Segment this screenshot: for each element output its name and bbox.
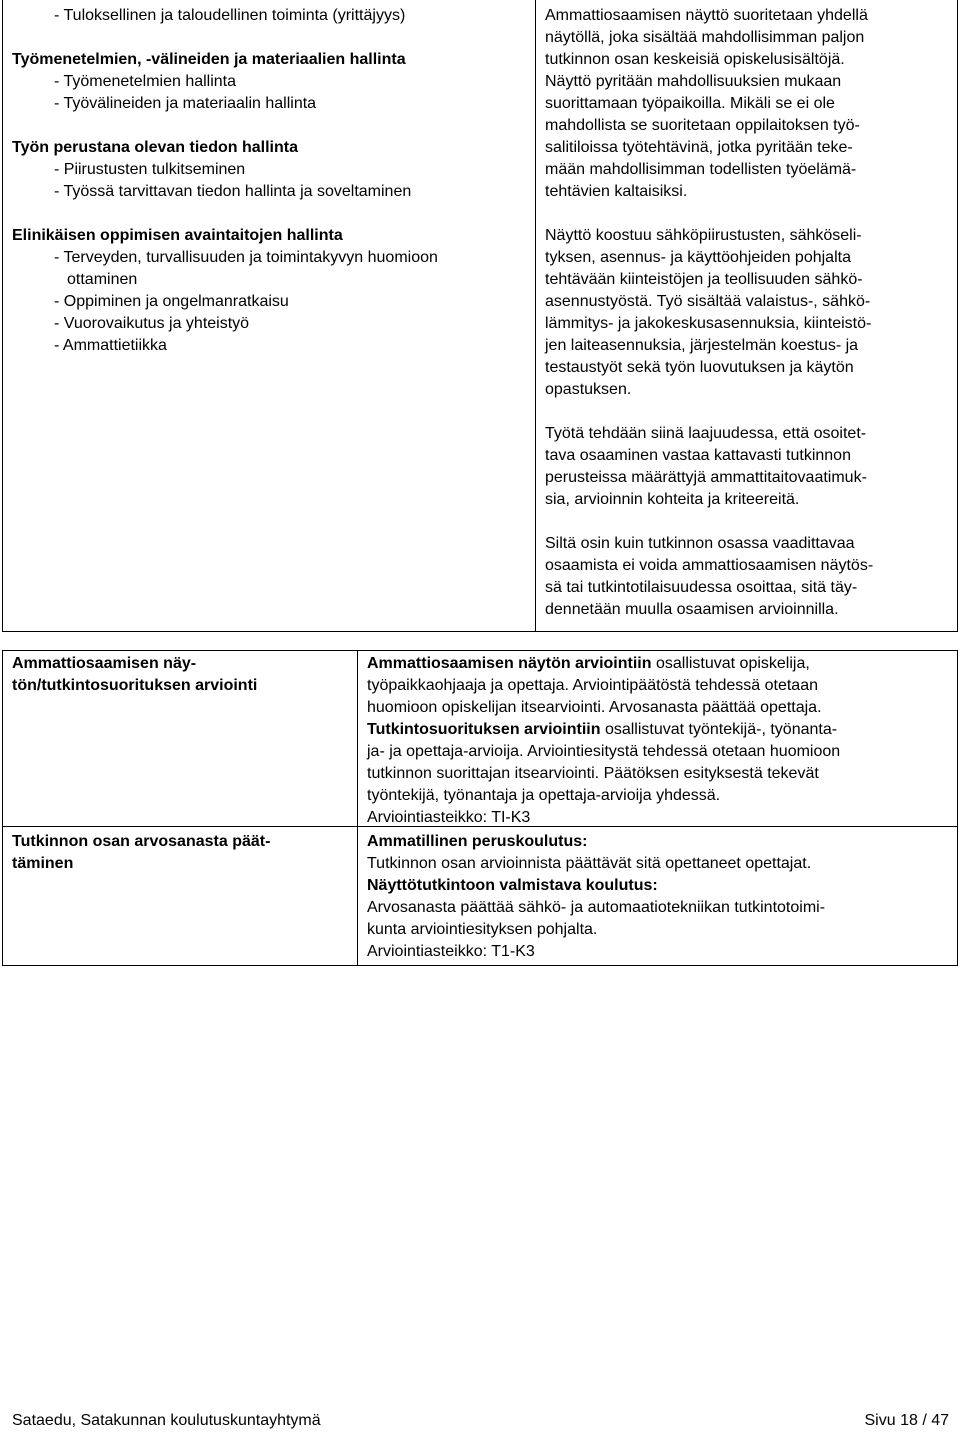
text-line: Arviointiasteikko: TI-K3 bbox=[367, 809, 531, 826]
text-line: lämmitys- ja jakokeskusasennuksia, kiinteistö- bbox=[545, 315, 872, 332]
text-line bbox=[367, 719, 952, 741]
list-item: - Piirustusten tulkitseminen bbox=[54, 161, 246, 178]
table2-border-top bbox=[2, 650, 958, 651]
arviointi-content bbox=[367, 653, 952, 829]
bold-lead: Ammattiosaamisen näytön arviointiin bbox=[367, 655, 652, 672]
list-item: - Terveyden, turvallisuuden ja toimintakyvyn huomioon bbox=[54, 249, 438, 266]
text-line: asennustyöstä. Työ sisältää valaistus-, sähkö- bbox=[545, 293, 871, 310]
paragraph bbox=[545, 5, 950, 203]
subheading: Näyttötutkintoon valmistava koulutus: bbox=[367, 877, 658, 894]
text-line: Ammattiosaamisen näyttö suoritetaan yhdellä bbox=[545, 7, 868, 24]
list-item: ottaminen bbox=[67, 271, 138, 288]
paragraph bbox=[545, 423, 950, 511]
table2-border-mid bbox=[357, 650, 358, 966]
arviointi-label bbox=[12, 653, 347, 697]
table-border-left bbox=[2, 0, 3, 631]
text-line: perusteissa määrättyjä ammattitaitovaatimuk- bbox=[545, 469, 867, 486]
arvosana-content bbox=[367, 831, 952, 963]
text-line bbox=[367, 653, 952, 675]
text-line: dennetään muulla osaamisen arvioinnilla. bbox=[545, 601, 839, 618]
label-line: täminen bbox=[12, 855, 74, 872]
section-heading: Elinikäisen oppimisen avaintaitojen hallinta bbox=[12, 227, 343, 244]
footer-org: Sataedu, Satakunnan koulutuskuntayhtymä bbox=[12, 1412, 321, 1429]
table2-border-left bbox=[2, 650, 3, 966]
text-line: tehtävään kiinteistöjen ja teollisuuden sähkö- bbox=[545, 271, 863, 288]
page-number: Sivu 18 / 47 bbox=[864, 1412, 949, 1429]
text-line: opastuksen. bbox=[545, 381, 632, 398]
text-line: sä tai tutkintotilaisuudessa osoittaa, sitä täy- bbox=[545, 579, 858, 596]
list-item: - Vuorovaikutus ja yhteistyö bbox=[54, 315, 250, 332]
left-top-item: - Tuloksellinen ja taloudellinen toiminta (yrittäjyys) bbox=[54, 7, 406, 24]
label-line: Tutkinnon osan arvosanasta päät- bbox=[12, 833, 271, 850]
text-line: Tutkinnon osan arvioinnista päättävät sitä opettaneet opettajat. bbox=[367, 855, 812, 872]
list-item: - Työvälineiden ja materiaalin hallinta bbox=[54, 95, 317, 112]
text-rest: osallistuvat opiskelija, bbox=[651, 655, 810, 672]
text-line: näytöllä, joka sisältää mahdollisimman paljon bbox=[545, 29, 865, 46]
text-line: sia, arvioinnin kohteita ja kriteereitä. bbox=[545, 491, 800, 508]
list-item: - Oppiminen ja ongelmanratkaisu bbox=[54, 293, 289, 310]
text-line: Siltä osin kuin tutkinnon osassa vaadittavaa bbox=[545, 535, 855, 552]
section-heading: Työn perustana olevan tiedon hallinta bbox=[12, 139, 298, 156]
right-column bbox=[545, 5, 950, 643]
text-line: Työtä tehdään siinä laajuudessa, että osoitet- bbox=[545, 425, 867, 442]
text-line: Näyttö pyritään mahdollisuuksien mukaan bbox=[545, 73, 842, 90]
text-line: tehtävien kaltaisiksi. bbox=[545, 183, 688, 200]
label-line: Ammattiosaamisen näy- bbox=[12, 655, 197, 672]
paragraph bbox=[545, 225, 950, 401]
text-line: mahdollista se suoritetaan oppilaitoksen työ- bbox=[545, 117, 860, 134]
bold-lead: Tutkintosuorituksen arviointiin bbox=[367, 721, 601, 738]
text-rest: osallistuvat työntekijä-, työnanta- bbox=[600, 721, 838, 738]
page-footer bbox=[12, 1410, 949, 1432]
text-line: huomioon opiskelijan itsearviointi. Arvosanasta päättää opettaja. bbox=[367, 699, 822, 716]
paragraph bbox=[545, 533, 950, 621]
list-item: - Työssä tarvittavan tiedon hallinta ja soveltaminen bbox=[54, 183, 412, 200]
table2-border-bottom bbox=[2, 965, 958, 966]
table-border-right bbox=[957, 0, 958, 631]
text-line: kunta arviointiesityksen pohjalta. bbox=[367, 921, 598, 938]
text-line: Arvosanasta päättää sähkö- ja automaatiotekniikan tutkintotoimi- bbox=[367, 899, 826, 916]
text-line: tyksen, asennus- ja käyttöohjeiden pohjalta bbox=[545, 249, 851, 266]
subheading: Ammatillinen peruskoulutus: bbox=[367, 833, 588, 850]
text-line: ja- ja opettaja-arvioija. Arviointiesitystä tehdessä otetaan huomioon bbox=[367, 743, 841, 760]
arvosana-label bbox=[12, 831, 347, 875]
text-line: testaustyöt sekä työn luovutuksen ja käytön bbox=[545, 359, 854, 376]
text-line: osaamista ei voida ammattiosaamisen näytös- bbox=[545, 557, 874, 574]
text-line: Näyttö koostuu sähköpiirustusten, sähköseli- bbox=[545, 227, 862, 244]
label-line: tön/tutkintosuorituksen arviointi bbox=[12, 677, 258, 694]
section-heading: Työmenetelmien, -välineiden ja materiaalien hallinta bbox=[12, 51, 406, 68]
text-line: mään mahdollisimman todellisten työelämä- bbox=[545, 161, 857, 178]
table2-border-right bbox=[957, 650, 958, 966]
text-line: jen laiteasennuksia, järjestelmän koestus- ja bbox=[545, 337, 859, 354]
text-line: työpaikkaohjaaja ja opettaja. Arviointipäätöstä tehdessä otetaan bbox=[367, 677, 818, 694]
table-border-mid bbox=[535, 0, 536, 631]
list-item: - Ammattietiikka bbox=[54, 337, 167, 354]
text-line: tutkinnon osan keskeisiä opiskelusisältöjä. bbox=[545, 51, 845, 68]
text-line: suorittamaan työpaikoilla. Mikäli se ei ole bbox=[545, 95, 835, 112]
list-item: - Työmenetelmien hallinta bbox=[54, 73, 237, 90]
text-line: salitiloissa työtehtävinä, jotka pyritään teke- bbox=[545, 139, 853, 156]
left-column bbox=[12, 5, 532, 357]
text-line: tava osaaminen vastaa kattavasti tutkinnon bbox=[545, 447, 851, 464]
text-line: Arviointiasteikko: T1-K3 bbox=[367, 943, 535, 960]
text-line: tutkinnon suorittajan itsearviointi. Päätöksen esityksestä tekevät bbox=[367, 765, 819, 782]
text-line: työntekijä, työnantaja ja opettaja-arvioija yhdessä. bbox=[367, 787, 721, 804]
